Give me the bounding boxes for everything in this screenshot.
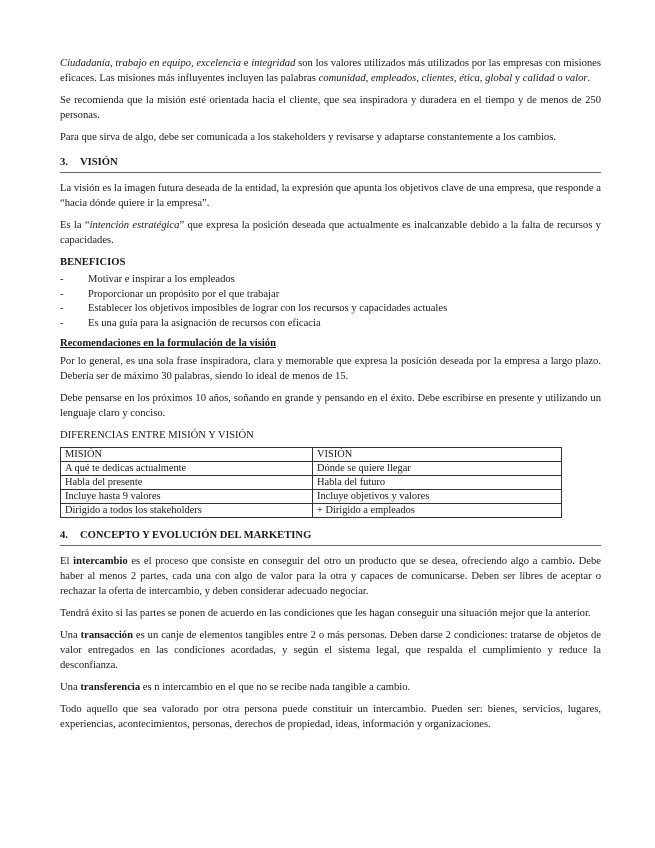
bullet-dash: - — [60, 303, 64, 314]
list-item — [60, 317, 601, 332]
text: Una — [60, 630, 81, 641]
italic-text: intención estratégica — [89, 220, 180, 231]
text: y — [512, 73, 523, 84]
recommendations-paragraph-1: Por lo general, es una sola frase inspiradora, clara y memorable que expresa la posición deseada por la empresa a largo plazo. Debería ser de máximo 30 palabras, siendo lo ideal de menos de 15. — [60, 356, 601, 382]
recommendations-paragraph-2: Debe pensarse en los próximos 10 años, soñando en grande y pensando en el éxito. Debe escribirse en presente y utilizando un lenguaje claro y conciso. — [60, 393, 601, 419]
table-cell: Habla del presente — [61, 476, 313, 490]
document-page — [60, 56, 601, 739]
list-item — [60, 273, 601, 288]
vision-definition-paragraph: La visión es la imagen futura deseada de la entidad, la expresión que apunta los objetivos clave de una empresa, que responde a “hacia dónde quiere ir la empresa”. — [60, 183, 601, 209]
list-item — [60, 302, 601, 317]
table-cell: + Dirigido a empleados — [313, 504, 562, 518]
section-heading-marketing — [60, 528, 601, 546]
table-cell: Habla del futuro — [313, 476, 562, 490]
section-title: VISIÓN — [80, 157, 118, 168]
differences-table — [60, 447, 562, 518]
text: es un canje de elementos tangibles entre 2 o más personas. Deben darse 2 condiciones: tratarse de objetos de valor entregados en las condiciones acordadas, y según el sistema legal, que respalda el cumplimiento y reduce la desconfianza. — [60, 630, 601, 671]
italic-text: calidad — [522, 73, 555, 84]
table-header-cell: MISIÓN — [61, 448, 313, 462]
intro-paragraph-values — [60, 56, 601, 86]
intro-paragraph-communication: Para que sirva de algo, debe ser comunicada a los stakeholders y revisarse y adaptarse constantemente a los cambios. — [60, 132, 556, 143]
vision-intention-paragraph — [60, 218, 601, 248]
text: Es la “ — [60, 220, 90, 231]
exchange-paragraph — [60, 554, 601, 599]
section-number: 3. — [60, 157, 68, 168]
benefits-list — [60, 273, 601, 331]
table-header-cell: VISIÓN — [313, 448, 562, 462]
bullet-dash: - — [60, 288, 64, 300]
value-paragraph: Todo aquello que sea valorado por otra persona puede constituir un intercambio. Pueden ser: bienes, servicios, lugares, experiencias, acontecimientos, personas, derechos de propiedad, ideas, información y organizaciones. — [60, 704, 601, 730]
table-header-row — [61, 448, 562, 462]
text: ” que expresa la posición deseada que actualmente es inalcanzable debido a la falta de recursos y capacidades. — [60, 220, 601, 246]
section-heading-vision — [60, 155, 601, 173]
text: . — [587, 73, 591, 84]
list-item-text: Establecer los objetivos imposibles de lograr con los recursos y capacidades actuales — [88, 303, 448, 314]
list-item-text: Es una guía para la asignación de recursos con eficacia — [88, 317, 321, 329]
list-item-text: Proporcionar un propósito por el que trabajar — [88, 288, 280, 300]
success-paragraph: Tendrá éxito si las partes se ponen de acuerdo en las condiciones que les hagan conseguir una situación mejor que la anterior. — [60, 608, 591, 619]
table-row — [61, 476, 562, 490]
section-title: CONCEPTO Y EVOLUCIÓN DEL MARKETING — [80, 530, 312, 541]
table-row — [61, 504, 562, 518]
italic-text: comunidad, empleados, clientes, ética, global — [318, 73, 513, 84]
text: e — [241, 58, 252, 69]
bold-term: transacción — [80, 630, 133, 641]
differences-table-title: DIFERENCIAS ENTRE MISIÓN Y VISIÓN — [60, 430, 254, 441]
text: es el proceso que consiste en conseguir del otro un producto que se desea, ofreciendo algo a cambio. Debe haber al menos 2 partes, cada una con algo de valor para la otra y capaces de comunicarse. Deben ser libres de aceptar o rechazar la oferta de intercambio, y deben considerar adecuado negociar. — [60, 556, 601, 597]
intro-paragraph-recommendation: Se recomienda que la misión esté orientada hacia el cliente, que sea inspiradora y duradera en el tiempo y de menos de 250 personas. — [60, 95, 601, 121]
text: son los valores utilizados más utilizados por las empresas con misiones eficaces. Las misiones más influyentes incluyen las palabras — [60, 58, 601, 84]
transaction-paragraph — [60, 628, 601, 673]
bullet-dash: - — [60, 274, 64, 285]
text: El — [60, 556, 74, 567]
bullet-dash: - — [60, 317, 64, 329]
table-cell: A qué te dedicas actualmente — [61, 462, 313, 476]
transfer-paragraph — [60, 680, 601, 695]
italic-text: valor — [565, 73, 588, 84]
text: es n intercambio en el que no se recibe nada tangible a cambio. — [140, 682, 411, 693]
italic-text: integridad — [251, 58, 296, 69]
bold-term: transferencia — [80, 682, 141, 693]
list-item-text: Motivar e inspirar a los empleados — [88, 274, 235, 285]
table-cell: Dónde se quiere llegar — [313, 462, 562, 476]
table-row — [61, 490, 562, 504]
table-cell: Dirigido a todos los stakeholders — [61, 504, 313, 518]
table-cell: Incluye objetivos y valores — [313, 490, 562, 504]
text: Una — [60, 682, 81, 693]
italic-text: Ciudadanía, trabajo en equipo, excelencia — [60, 58, 242, 69]
list-item — [60, 288, 601, 303]
recommendations-heading: Recomendaciones en la formulación de la visión — [60, 338, 276, 349]
bold-term: intercambio — [73, 556, 128, 567]
benefits-heading: BENEFICIOS — [60, 257, 126, 268]
text: o — [554, 73, 566, 84]
section-number: 4. — [60, 530, 68, 541]
table-cell: Incluye hasta 9 valores — [61, 490, 313, 504]
table-row — [61, 462, 562, 476]
